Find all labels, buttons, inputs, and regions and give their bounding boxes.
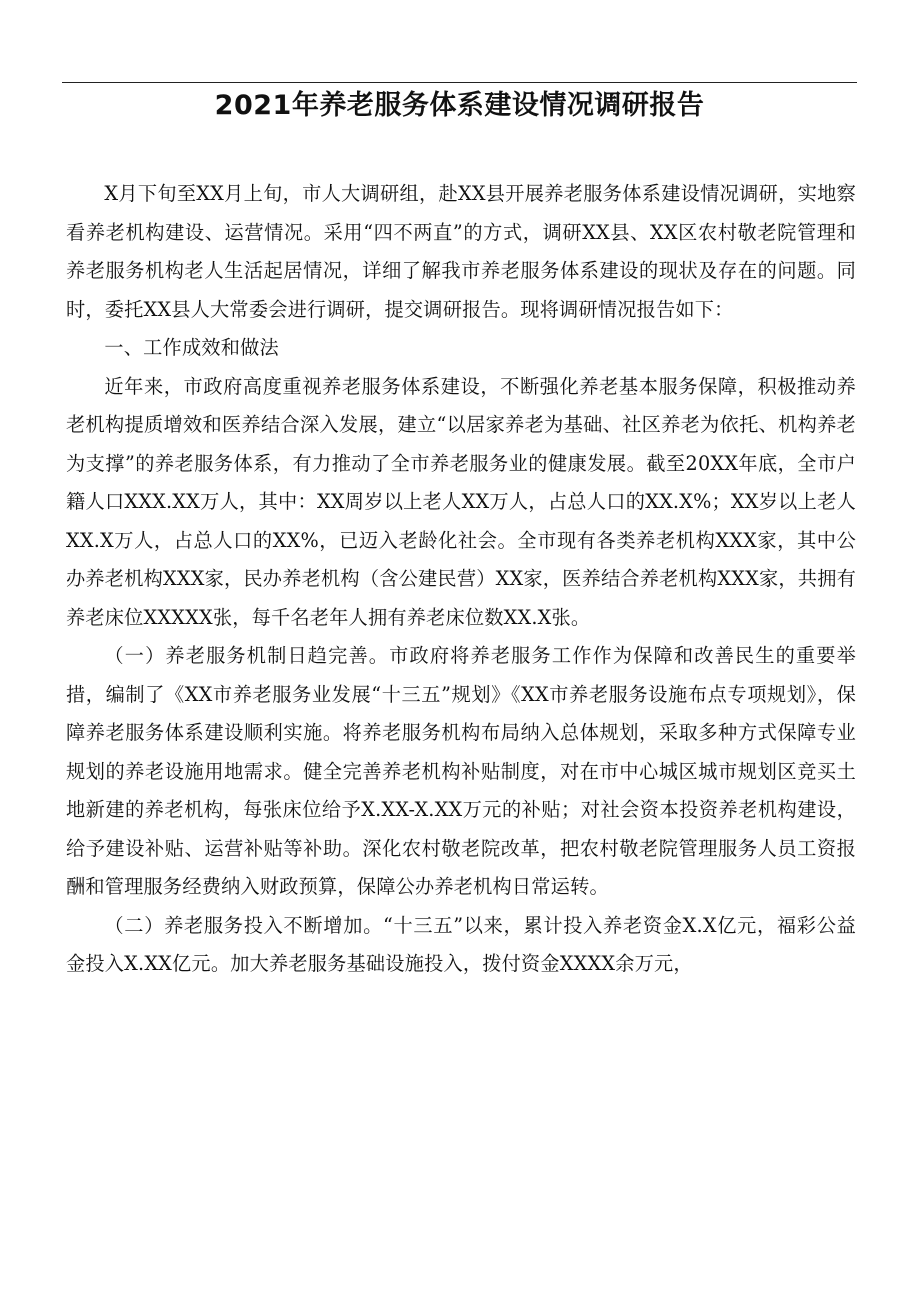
overview-paragraph: 近年来，市政府高度重视养老服务体系建设，不断强化养老基本服务保障，积极推动养老机构提质增效和医养结合深入发展，建立“以居家养老为基础、社区养老为依托、机构养老为支撑”的养老服务体系，有力推动了全市养老服务业的健康发展。截至20XX年底，全市户籍人口XXX.XX万人，其中：XX周岁以上老人XX万人，占总人口的XX.X%；XX岁以上老人XX.X万人，占总人口的XX%，已迈入老龄化社会。全市现有各类养老机构XXX家，其中公办养老机构XXX家，民办养老机构（含公建民营）XX家，医养结合养老机构XXX家，共拥有养老床位XXXXX张，每千名老年人拥有养老床位数XX.X张。 — [66, 374, 856, 629]
section-heading-1: 一、工作成效和做法 — [104, 336, 279, 359]
header-rule — [62, 82, 857, 83]
intro-paragraph: X月下旬至XX月上旬，市人大调研组，赴XX县开展养老服务体系建设情况调研，实地察看养老机构建设、运营情况。采用“四不两直”的方式，调研XX县、XX区农村敬老院管理和养老服务机构老人生活起居情况，详细了解我市养老服务体系建设的现状及存在的问题。同时，委托XX县人大常委会进行调研，提交调研报告。现将调研情况报告如下： — [66, 182, 856, 321]
subsection-1-paragraph: （一）养老服务机制日趋完善。市政府将养老服务工作作为保障和改善民生的重要举措，编制了《XX市养老服务业发展“十三五”规划》《XX市养老服务设施布点专项规划》，保障养老服务体系建设顺利实施。将养老服务机构布局纳入总体规划，采取多种方式保障专业规划的养老设施用地需求。健全完善养老机构补贴制度，对在市中心城区城市规划区竞买土地新建的养老机构，每张床位给予X.XX-X.XX万元的补贴；对社会资本投资养老机构建设，给予建设补贴、运营补贴等补助。深化农村敬老院改革，把农村敬老院管理服务人员工资报酬和管理服务经费纳入财政预算，保障公办养老机构日常运转。 — [66, 644, 856, 898]
document-body — [66, 175, 856, 984]
document-title: 2021年养老服务体系建设情况调研报告 — [214, 90, 705, 121]
subsection-2-paragraph: （二）养老服务投入不断增加。“十三五”以来，累计投入养老资金X.X亿元，福彩公益金投入X.XX亿元。加大养老服务基础设施投入，拨付资金XXXX余万元， — [66, 913, 856, 975]
